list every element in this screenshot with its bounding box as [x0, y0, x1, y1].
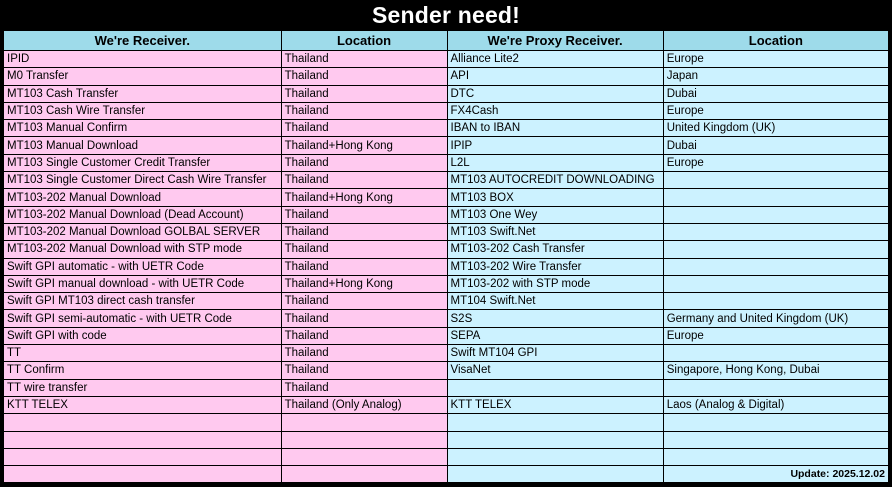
table-cell — [663, 258, 888, 275]
table-row — [4, 68, 889, 85]
table-cell: Europe — [663, 154, 888, 171]
table-cell: SEPA — [447, 327, 663, 344]
table-cell — [281, 414, 447, 431]
table-row — [4, 51, 889, 68]
table-cell: Thailand — [281, 379, 447, 396]
table-cell: Swift GPI manual download - with UETR Code — [4, 275, 282, 292]
table-row — [4, 189, 889, 206]
table-cell: Thailand — [281, 310, 447, 327]
table-cell: VisaNet — [447, 362, 663, 379]
table-cell: MT103 Cash Transfer — [4, 85, 282, 102]
table-cell: Thailand — [281, 172, 447, 189]
table-row — [4, 327, 889, 344]
table-cell: IPIP — [447, 137, 663, 154]
table-cell — [663, 275, 888, 292]
table-cell: Thailand — [281, 223, 447, 240]
table-cell — [663, 379, 888, 396]
table-cell — [281, 448, 447, 465]
table-cell — [4, 431, 282, 448]
table-cell: Thailand — [281, 327, 447, 344]
table-row — [4, 448, 889, 465]
table-cell: Thailand — [281, 85, 447, 102]
table-row — [4, 154, 889, 171]
table-cell — [447, 466, 663, 483]
table-cell: MT103 One Wey — [447, 206, 663, 223]
table-cell: Swift GPI with code — [4, 327, 282, 344]
table-cell: MT103 Single Customer Credit Transfer — [4, 154, 282, 171]
column-header-receiver: We're Receiver. — [4, 31, 282, 51]
table-cell: Thailand — [281, 258, 447, 275]
table-cell: DTC — [447, 85, 663, 102]
table-cell: Japan — [663, 68, 888, 85]
table-cell — [4, 414, 282, 431]
update-timestamp: Update: 2025.12.02 — [663, 466, 888, 483]
table-cell: Thailand — [281, 154, 447, 171]
table-wrapper — [0, 30, 892, 483]
table-cell — [663, 414, 888, 431]
table-cell: TT wire transfer — [4, 379, 282, 396]
table-cell: L2L — [447, 154, 663, 171]
table-row — [4, 102, 889, 119]
table-cell — [447, 414, 663, 431]
table-cell: Swift GPI MT103 direct cash transfer — [4, 293, 282, 310]
table-cell: Thailand — [281, 51, 447, 68]
table-cell: MT103-202 Cash Transfer — [447, 241, 663, 258]
services-table — [3, 30, 889, 483]
table-cell: Swift MT104 GPI — [447, 345, 663, 362]
table-cell — [281, 466, 447, 483]
column-header-location-right: Location — [663, 31, 888, 51]
table-cell: IBAN to IBAN — [447, 120, 663, 137]
table-cell: Thailand — [281, 362, 447, 379]
table-cell: Europe — [663, 327, 888, 344]
table-row — [4, 466, 889, 483]
table-row — [4, 396, 889, 413]
table-row — [4, 137, 889, 154]
table-cell: MT103-202 with STP mode — [447, 275, 663, 292]
table-row — [4, 379, 889, 396]
table-cell: MT103-202 Manual Download (Dead Account) — [4, 206, 282, 223]
table-cell — [663, 431, 888, 448]
table-cell: Thailand — [281, 206, 447, 223]
table-cell: MT103 Manual Download — [4, 137, 282, 154]
table-cell — [447, 379, 663, 396]
table-cell: API — [447, 68, 663, 85]
table-cell: Thailand+Hong Kong — [281, 275, 447, 292]
table-cell: MT103-202 Manual Download with STP mode — [4, 241, 282, 258]
table-body — [4, 51, 889, 483]
table-cell — [281, 431, 447, 448]
table-cell: Europe — [663, 51, 888, 68]
table-row — [4, 431, 889, 448]
table-cell: Germany and United Kingdom (UK) — [663, 310, 888, 327]
table-cell — [663, 241, 888, 258]
table-cell: MT103 BOX — [447, 189, 663, 206]
table-row — [4, 310, 889, 327]
table-cell: Thailand — [281, 102, 447, 119]
table-row — [4, 345, 889, 362]
page-title: Sender need! — [371, 2, 521, 28]
table-cell: Laos (Analog & Digital) — [663, 396, 888, 413]
table-cell: MT103 Cash Wire Transfer — [4, 102, 282, 119]
table-cell: Europe — [663, 102, 888, 119]
table-cell: KTT TELEX — [4, 396, 282, 413]
table-cell: Thailand — [281, 241, 447, 258]
table-cell — [663, 189, 888, 206]
table-cell — [663, 206, 888, 223]
table-cell: Thailand — [281, 293, 447, 310]
table-cell — [663, 223, 888, 240]
table-cell: MT103 AUTOCREDIT DOWNLOADING — [447, 172, 663, 189]
table-cell: Swift GPI semi-automatic - with UETR Code — [4, 310, 282, 327]
table-cell: MT103 Manual Confirm — [4, 120, 282, 137]
table-cell: KTT TELEX — [447, 396, 663, 413]
table-cell: MT103-202 Wire Transfer — [447, 258, 663, 275]
table-cell — [663, 448, 888, 465]
table-head — [4, 31, 889, 51]
table-row — [4, 85, 889, 102]
table-cell: Singapore, Hong Kong, Dubai — [663, 362, 888, 379]
table-cell: S2S — [447, 310, 663, 327]
table-row — [4, 172, 889, 189]
table-cell: MT103 Single Customer Direct Cash Wire Transfer — [4, 172, 282, 189]
table-cell: FX4Cash — [447, 102, 663, 119]
table-cell: Thailand — [281, 68, 447, 85]
table-cell: IPID — [4, 51, 282, 68]
table-cell: United Kingdom (UK) — [663, 120, 888, 137]
table-row — [4, 223, 889, 240]
table-cell: MT103-202 Manual Download GOLBAL SERVER — [4, 223, 282, 240]
table-row — [4, 362, 889, 379]
table-cell: Dubai — [663, 85, 888, 102]
table-row — [4, 414, 889, 431]
table-cell: Thailand — [281, 345, 447, 362]
table-row — [4, 206, 889, 223]
table-cell — [663, 172, 888, 189]
table-cell: MT103 Swift.Net — [447, 223, 663, 240]
table-cell — [4, 448, 282, 465]
table-cell — [447, 448, 663, 465]
column-header-proxy-receiver: We're Proxy Receiver. — [447, 31, 663, 51]
column-header-location-left: Location — [281, 31, 447, 51]
table-header-row — [4, 31, 889, 51]
table-row — [4, 293, 889, 310]
table-cell: Swift GPI automatic - with UETR Code — [4, 258, 282, 275]
table-cell — [663, 293, 888, 310]
table-cell: Thailand — [281, 120, 447, 137]
table-row — [4, 120, 889, 137]
table-cell: Thailand (Only Analog) — [281, 396, 447, 413]
table-row — [4, 258, 889, 275]
table-cell — [4, 466, 282, 483]
table-row — [4, 241, 889, 258]
table-cell: TT — [4, 345, 282, 362]
table-cell: Dubai — [663, 137, 888, 154]
table-cell: Thailand+Hong Kong — [281, 189, 447, 206]
table-cell — [447, 431, 663, 448]
table-cell: M0 Transfer — [4, 68, 282, 85]
table-cell: MT103-202 Manual Download — [4, 189, 282, 206]
table-cell: Alliance Lite2 — [447, 51, 663, 68]
table-cell: TT Confirm — [4, 362, 282, 379]
table-cell: MT104 Swift.Net — [447, 293, 663, 310]
table-row — [4, 275, 889, 292]
table-cell — [663, 345, 888, 362]
table-cell: Thailand+Hong Kong — [281, 137, 447, 154]
